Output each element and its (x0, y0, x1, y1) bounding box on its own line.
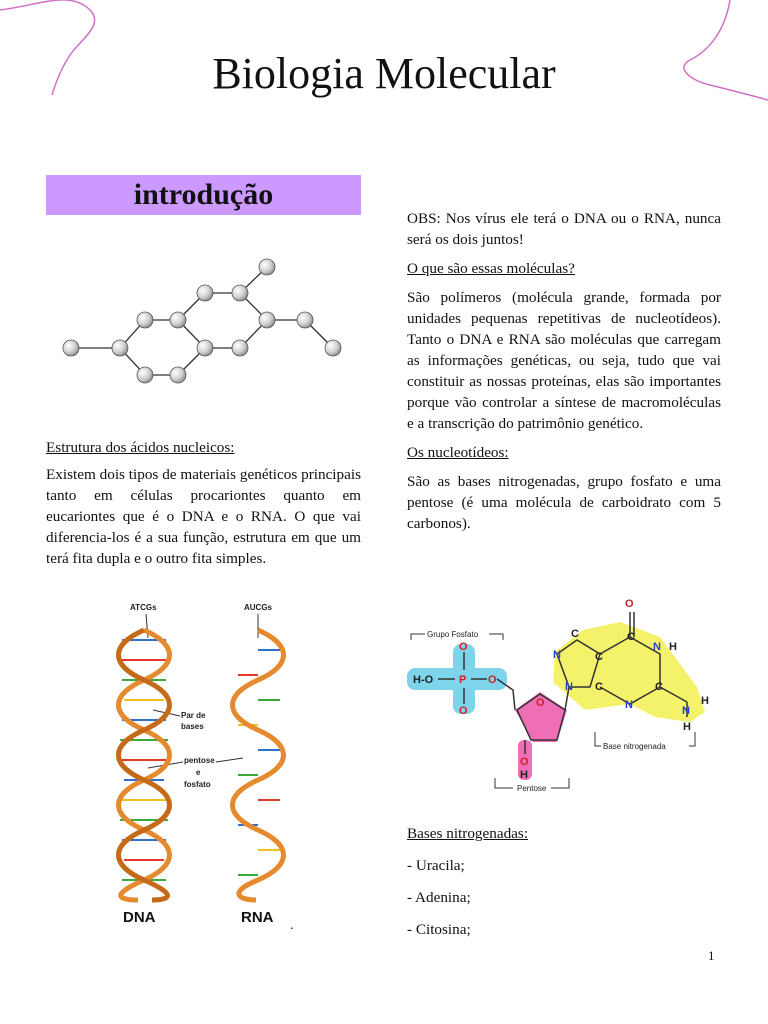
atom-ball (232, 285, 248, 301)
ho-label: H-O (413, 674, 434, 686)
atcg-label: ATCGs (130, 603, 157, 612)
atom-ball (112, 340, 128, 356)
obs-text: OBS: Nos vírus ele terá o DNA ou o RNA, nunca será os dois juntos! (407, 210, 721, 248)
n-atom-amine: N (682, 705, 690, 717)
n-atom-3: N (625, 699, 633, 711)
section-heading-intro: introdução (46, 175, 361, 215)
page-number: 1 (708, 948, 715, 963)
c-atom-left: C (595, 681, 603, 693)
dna-label: DNA (123, 909, 156, 926)
nucleotides-heading: Os nucleotídeos: (407, 444, 509, 461)
page-title: Biologia Molecular (212, 49, 556, 98)
molecule-illustration (55, 245, 365, 395)
base-item-citosina: - Citosina; (407, 921, 471, 938)
atom-ball (259, 312, 275, 328)
atom-ball (297, 312, 313, 328)
h-atom-amine-1: H (701, 695, 709, 707)
rna-label: RNA (241, 909, 274, 926)
structure-heading: Estrutura dos ácidos nucleicos: (46, 439, 235, 456)
atom-ball (232, 340, 248, 356)
atom-ball (197, 340, 213, 356)
c-atom-top: C (627, 631, 635, 643)
atom-ball (325, 340, 341, 356)
atom-ball (259, 259, 275, 275)
atom-ball (197, 285, 213, 301)
o-atom-base: O (625, 598, 634, 610)
base-nitrogenada-label: Base nitrogenada (603, 742, 666, 751)
base-item-uracila: - Uracila; (407, 857, 465, 874)
c-atom-8: C (571, 628, 579, 640)
o-atom-ring: O (536, 697, 545, 709)
left-text-block (46, 437, 361, 569)
bases-heading: Bases nitrogenadas: (407, 825, 529, 842)
atom-ball (137, 367, 153, 383)
question-heading: O que são essas moléculas? (407, 260, 575, 277)
rna-strand (233, 630, 284, 900)
nucleotide-structure-illustration (405, 592, 725, 802)
o-atom-bottom: O (459, 705, 468, 717)
atom-ball (137, 312, 153, 328)
base-item-adenina: - Adenina; (407, 889, 471, 906)
p-atom: P (459, 674, 467, 686)
dna-double-helix (119, 630, 170, 900)
n-atom-7: N (553, 649, 561, 661)
h-atom-oh: H (520, 769, 528, 781)
atom-ball (170, 312, 186, 328)
n-atom-1: N (653, 641, 661, 653)
trailing-dot: . (290, 918, 294, 933)
grupo-fosfato-label: Grupo Fosfato (427, 630, 479, 639)
par-label: Par de (181, 711, 206, 720)
structure-text: Existem dois tipos de materiais genéticos principais tanto em células procariontes quanto em eucariontes que é o DNA e o RNA. O que vai diferencia-los é a sua função, estrutura em que um terá fita dupla e o outro fita simples. (46, 466, 361, 567)
bases-label: bases (181, 722, 204, 731)
n-atom-9: N (565, 681, 573, 693)
c-atom-left-top: C (595, 651, 603, 663)
dna-base-rungs (120, 640, 168, 880)
dna-rna-illustration (108, 600, 323, 930)
e-label: e (196, 768, 201, 777)
rna-single-helix (233, 630, 284, 900)
c-atom-right: C (655, 681, 663, 693)
pentose-label: pentose (184, 756, 215, 765)
o-atom-right: O (488, 674, 497, 686)
question-text: São polímeros (molécula grande, formada por unidades pequenas repetitivas de nucleotídeos). Tanto o DNA e RNA são moléculas que carregam as informações genéticas, ou seja, tudo que vai constituir as nossas proteínas, elas são importantes porque vão controlar a síntese de macromoléculas e a transcrição do patrimônio genético. (407, 289, 721, 432)
atom-ball (170, 367, 186, 383)
h-atom-amine-2: H (683, 721, 691, 733)
h-atom-n1: H (669, 641, 677, 653)
o-atom-top: O (459, 641, 468, 653)
o-atom-oh: O (520, 756, 529, 768)
right-text-block (407, 208, 721, 534)
atom-ball (63, 340, 79, 356)
nucleotides-text: São as bases nitrogenadas, grupo fosfato e uma pentose (é uma molécula de carboidrato com 5 carbonos). (407, 473, 721, 532)
fosfato-label: fosfato (184, 780, 211, 789)
aucg-label: AUCGs (244, 603, 273, 612)
pentose-label: Pentose (517, 784, 547, 793)
bases-block (407, 823, 721, 940)
